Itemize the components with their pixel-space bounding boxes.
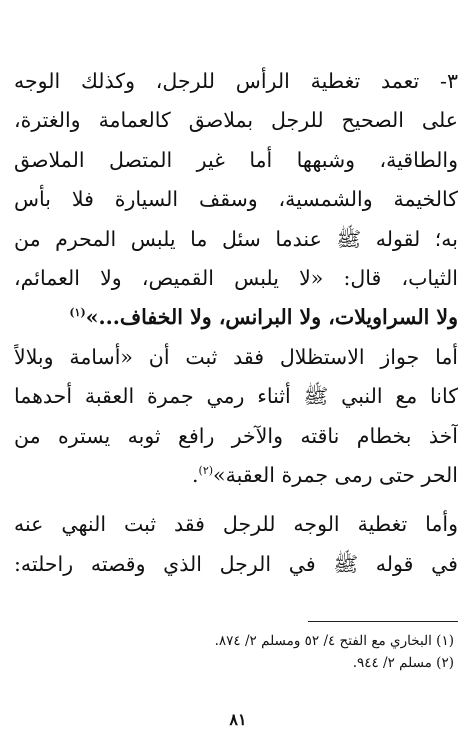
- hadith-quote-line: [14, 298, 458, 337]
- text-line: به؛ لقوله ﷺ عندما سئل ما يلبس المحرم من: [14, 226, 458, 251]
- footnote-divider: [308, 621, 458, 622]
- text-line: كانا مع النبي ﷺ أثناء رمي جمرة العقبة أحدهما: [14, 384, 458, 409]
- text-line: الحر حتى رمى جمرة العقبة»: [213, 462, 458, 487]
- footnote-ref-1: (١): [69, 306, 86, 320]
- text-line: والطاقية، وشبهها أما غير المتصل الملاصق: [14, 147, 458, 172]
- text-line: كالخيمة والشمسية، وسقف السيارة فلا بأس: [14, 187, 458, 212]
- hadith-quote-text: ولا السراويلات، ولا البرانس، ولا الخفاف...»: [85, 305, 458, 330]
- paragraph-gap: [14, 495, 458, 505]
- footnote-ref-2: (٢): [198, 464, 214, 478]
- text-line: في قوله ﷺ في الرجل الذي وقصته راحلته:: [14, 551, 458, 576]
- text-line: على الصحيح للرجل بملاصق كالعمامة والغترة،: [14, 108, 458, 133]
- period: .: [191, 462, 199, 487]
- footnote-1: (١) البخاري مع الفتح ٤/ ٥٢ ومسلم ٢/ ٨٧٤.: [214, 633, 454, 649]
- text-line: وأما تغطية الوجه للرجل فقد ثبت النهي عنه: [14, 512, 458, 537]
- footnote-2: (٢) مسلم ٢/ ٩٤٤.: [352, 655, 454, 671]
- footnotes: [30, 630, 454, 674]
- text-line: ٣- تعمد تغطية الرأس للرجل، وكذلك الوجه: [14, 69, 458, 93]
- text-line: أما جواز الاستظلال فقد ثبت أن «أسامة وبلالاً: [14, 344, 458, 369]
- page-number: ٨١: [229, 710, 247, 729]
- main-text: [14, 62, 458, 584]
- text-line: آخذ بخطام ناقته والآخر رافع ثوبه يستره من: [14, 423, 458, 448]
- text-line: الثياب، قال: «لا يلبس القميص، ولا العمائم،: [14, 265, 458, 290]
- text-line-end: [14, 456, 458, 495]
